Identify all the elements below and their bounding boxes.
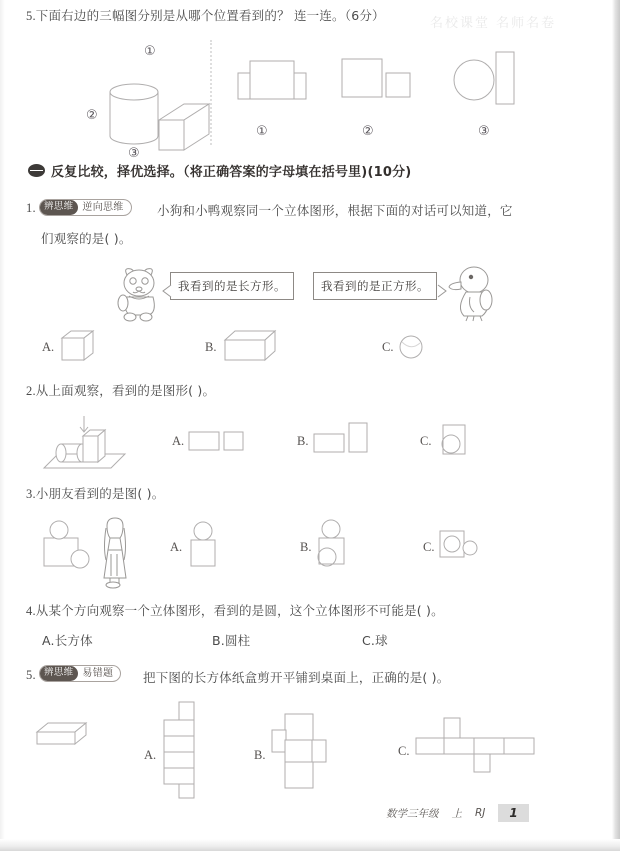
question-1-text-line2: 们观察的是( )。 <box>41 231 132 246</box>
question-1-number: 1. <box>26 201 36 215</box>
question-2-number: 2. <box>26 384 36 398</box>
question-3-option-b-label: B. <box>300 540 312 554</box>
top-question-text: 下面右边的三幅图分别是从哪个位置看到的？ 连一连。（6分） <box>35 8 385 23</box>
footer-subject: 数学三年级 <box>386 807 439 820</box>
question-4-option-b-label: B. <box>212 633 225 648</box>
top-question-line <box>26 6 385 24</box>
question-2-text: 从上面观察，看到的是图形( )。 <box>35 383 216 398</box>
section-header <box>28 161 411 180</box>
view-label-2: ② <box>362 124 374 139</box>
question-1-option-c-label: C. <box>382 340 394 354</box>
badge-thinking-dark: 辨思维 <box>39 666 78 681</box>
question-5-option-b-label: B. <box>254 748 266 762</box>
sphere-3d-figure <box>398 334 424 360</box>
question-5-option-a-label: A. <box>144 748 157 762</box>
question-2-line <box>26 381 215 399</box>
badge-reverse-thinking: 逆向思维 <box>82 202 124 213</box>
dog-speech-bubble: 我看到的是长方形。 <box>170 272 294 300</box>
question-4-option-a-label: A. <box>42 633 55 648</box>
view-figure-3 <box>452 48 522 108</box>
girl-character-icon <box>98 516 132 588</box>
question-3-option-c-label: C. <box>423 540 435 554</box>
footer-volume: 上 <box>451 807 462 820</box>
scan-edge-right <box>612 0 620 851</box>
position-label-top: ① <box>144 44 156 59</box>
question-4-line <box>26 601 444 619</box>
footer <box>386 804 529 822</box>
question-1-option-b-label: B. <box>205 340 217 354</box>
dotted-divider <box>210 40 212 145</box>
cuboid-3d-figure <box>223 329 277 363</box>
dog-bubble-tail <box>162 284 172 298</box>
circle-above-square-figure <box>187 520 221 570</box>
duck-character-icon <box>444 264 498 322</box>
question-5-text: 把下图的长方体纸盒剪开平铺到桌面上，正确的是( )。 <box>143 670 450 685</box>
question-3-number: 3. <box>26 487 36 501</box>
question-1-badges <box>39 199 132 216</box>
question-4-number: 4. <box>26 604 36 618</box>
net-horizontal-cross-figure <box>414 716 542 772</box>
question-5-option-c-label: C. <box>398 744 410 758</box>
square-with-circle-and-side-circle-figure <box>438 528 482 562</box>
square-with-circle-figure <box>436 423 472 459</box>
question-2-option-b-label: B. <box>297 434 309 448</box>
question-2-option-a-label: A. <box>172 434 185 448</box>
cylinder-and-cuboid-3d-figure <box>102 54 212 146</box>
view-label-1: ① <box>256 124 268 139</box>
filled-oval-bullet-icon <box>28 164 45 177</box>
flat-cuboid-3d-figure <box>35 718 91 750</box>
cube-3d-figure <box>60 329 96 363</box>
position-label-bottom: ③ <box>128 146 140 161</box>
question-3-option-a-label: A. <box>170 540 183 554</box>
net-cross-vertical-figure <box>270 712 328 792</box>
view-figure-2 <box>340 57 420 107</box>
scan-edge-bottom <box>0 839 620 851</box>
dog-character-icon <box>113 265 165 321</box>
question-4-option-b <box>212 631 250 649</box>
question-4-option-a-text: 长方体 <box>54 633 93 648</box>
question-5-number: 5. <box>26 668 36 682</box>
question-4-option-b-text: 圆柱 <box>224 633 251 648</box>
duck-speech-bubble: 我看到的是正方形。 <box>313 272 437 300</box>
section-title: 反复比较，择优选择。（将正确答案的字母填在括号里)(10分) <box>51 165 412 180</box>
question-2-option-c-label: C. <box>420 434 432 448</box>
view-label-3: ③ <box>478 124 490 139</box>
scan-edge-left <box>0 0 5 851</box>
footer-edition: RJ <box>475 807 486 819</box>
question-1-option-a-label: A. <box>42 340 55 354</box>
cube-with-spheres-figure <box>42 518 92 570</box>
question-4-option-c <box>362 631 388 649</box>
top-question-number: 5. <box>26 9 36 23</box>
badge-error-prone: 易错题 <box>82 668 114 679</box>
watermark: 名校课堂 名师名卷 <box>430 16 557 31</box>
question-3-line <box>26 484 164 502</box>
view-figure-1 <box>236 55 326 110</box>
question-5-badges <box>39 665 121 682</box>
rect-plus-square-figure <box>188 428 250 454</box>
question-4-option-a <box>42 631 93 649</box>
cylinder-and-cuboid-on-plane-figure <box>40 414 130 474</box>
rect-plus-tall-rect-figure <box>313 422 375 458</box>
position-label-left: ② <box>86 108 98 123</box>
question-4-option-c-label: C. <box>362 633 376 648</box>
question-4-text: 从某个方向观察一个立体图形，看到的是圆，这个立体图形不可能是( )。 <box>35 603 444 618</box>
net-vertical-column-figure <box>161 700 207 800</box>
question-1-text-line1: 小狗和小鸭观察同一个立体图形，根据下面的对话可以知道，它 <box>157 203 513 218</box>
page-number: 1 <box>498 804 528 822</box>
question-3-text: 小朋友看到的是图( )。 <box>35 486 165 501</box>
badge-thinking-dark: 辨思维 <box>39 200 78 215</box>
question-4-option-c-text: 球 <box>375 633 388 648</box>
circle-above-square-with-inner-circle-figure <box>316 518 350 570</box>
